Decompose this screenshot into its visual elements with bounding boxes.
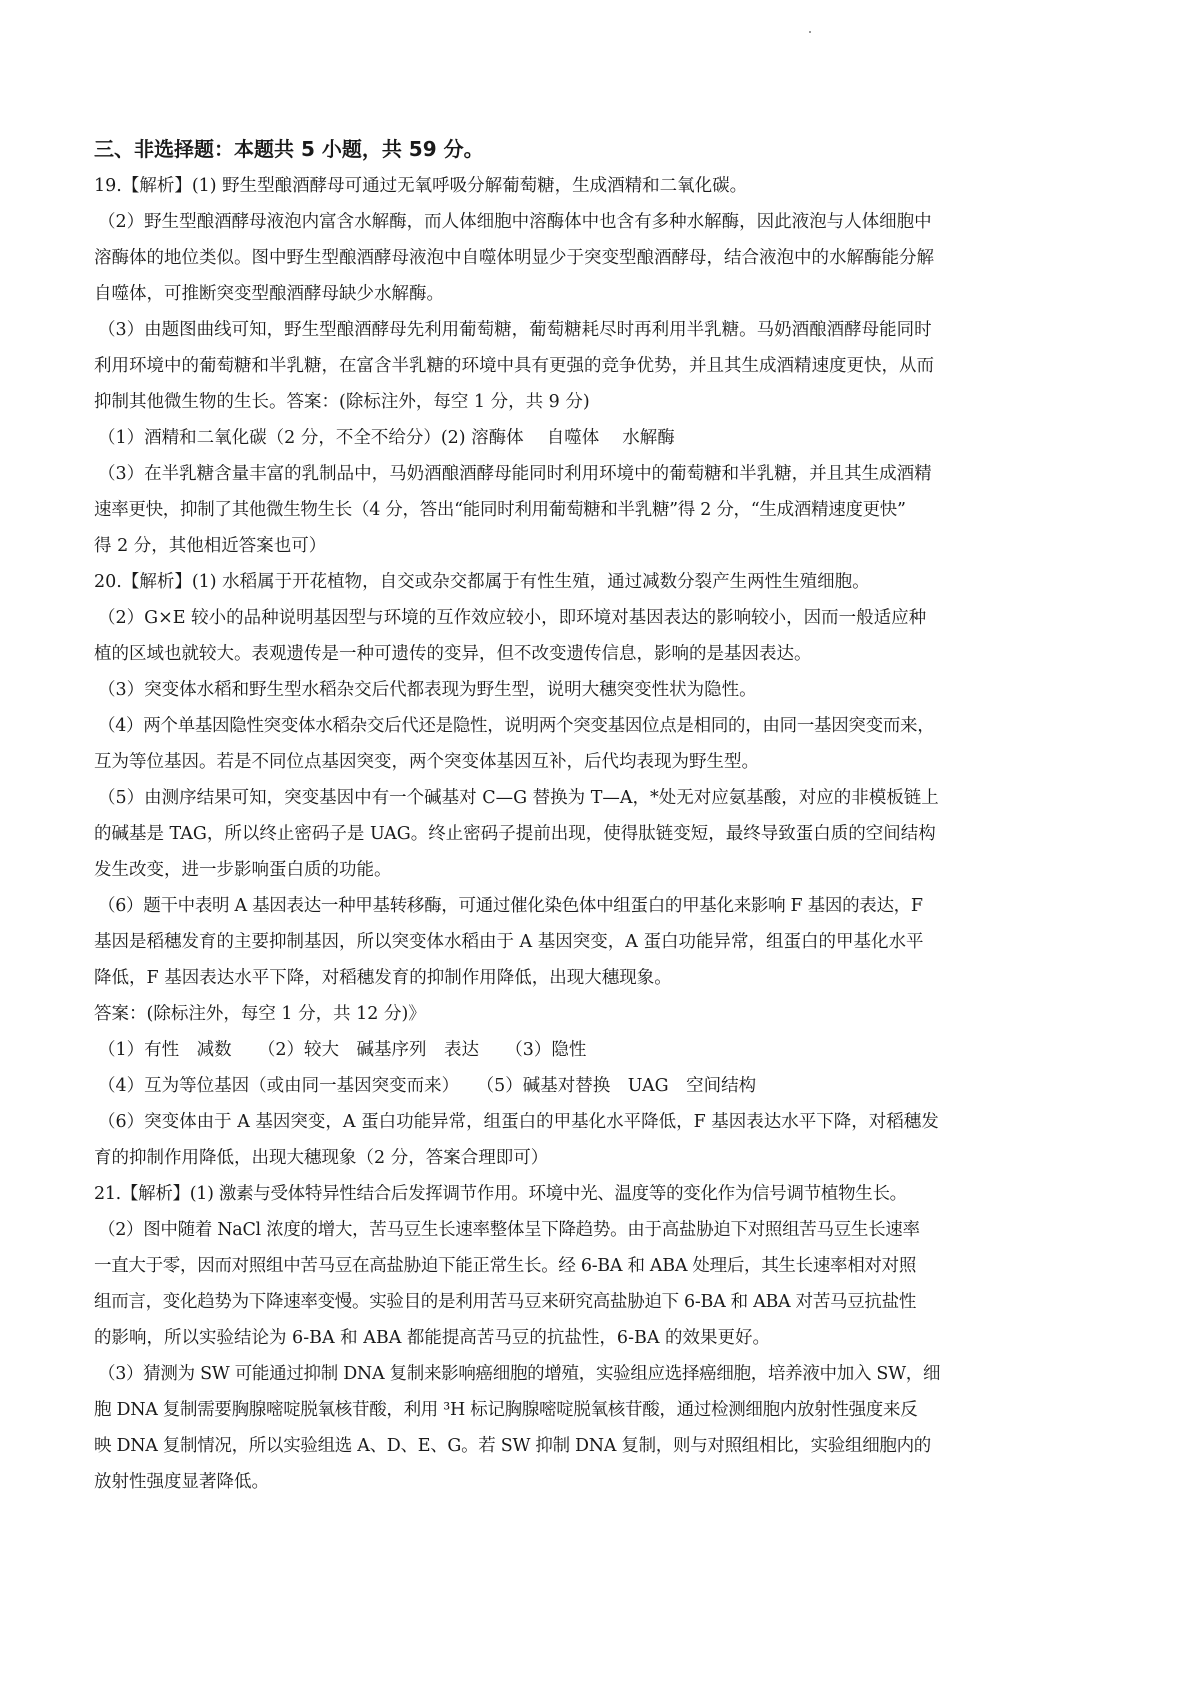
- text-line: （2）图中随着 NaCl 浓度的增大，苦马豆生长速率整体呈下降趋势。由于高盐胁迫下对照组苦马豆生长速率: [98, 1220, 920, 1240]
- text-line: 的影响，所以实验结论为 6-BA 和 ABA 都能提高苦马豆的抗盐性，6-BA 的效果更好。: [94, 1328, 771, 1348]
- text-line: 放射性强度显著降低。: [94, 1472, 269, 1492]
- text-line: 的碱基是 TAG，所以终止密码子是 UAG。终止密码子提前出现，使得肽链变短，最终导致蛋白质的空间结构: [94, 824, 936, 844]
- section-title: 三、非选择题：本题共 5 小题，共 59 分。: [94, 137, 484, 161]
- text-line: 植的区域也就较大。表观遗传是一种可遗传的变异，但不改变遗传信息，影响的是基因表达。: [94, 644, 812, 664]
- text-line: 21.【解析】(1) 激素与受体特异性结合后发挥调节作用。环境中光、温度等的变化作为信号调节植物生长。: [94, 1184, 907, 1204]
- text-line: （1）有性 减数 （2）较大 碱基序列 表达 （3）隐性: [98, 1040, 587, 1060]
- text-line: 育的抑制作用降低，出现大穗现象（2 分，答案合理即可）: [94, 1148, 549, 1168]
- text-line: （3）由题图曲线可知，野生型酿酒酵母先利用葡萄糖，葡萄糖耗尽时再利用半乳糖。马奶酒酿酒酵母能同时: [98, 320, 932, 340]
- text-line: （3）在半乳糖含量丰富的乳制品中，马奶酒酿酒酵母能同时利用环境中的葡萄糖和半乳糖，并且其生成酒精: [98, 464, 932, 484]
- text-line: 互为等位基因。若是不同位点基因突变，两个突变体基因互补，后代均表现为野生型。: [94, 752, 759, 772]
- text-line: （5）由测序结果可知，突变基因中有一个碱基对 C—G 替换为 T—A，*处无对应氨基酸，对应的非模板链上: [98, 788, 939, 808]
- text-line: （3）猜测为 SW 可能通过抑制 DNA 复制来影响癌细胞的增殖，实验组应选择癌细胞，培养液中加入 SW，细: [98, 1364, 941, 1384]
- text-line: 答案：(除标注外，每空 1 分，共 12 分)》: [94, 1004, 426, 1024]
- text-line: 映 DNA 复制情况，所以实验组选 A、D、E、G。若 SW 抑制 DNA 复制，则与对照组相比，实验组细胞内的: [94, 1436, 931, 1456]
- text-line: （4）两个单基因隐性突变体水稻杂交后代还是隐性，说明两个突变基因位点是相同的，由同一基因突变而来，: [98, 716, 935, 736]
- text-line: （2）野生型酿酒酵母液泡内富含水解酶，而人体细胞中溶酶体中也含有多种水解酶，因此液泡与人体细胞中: [98, 212, 932, 232]
- text-line: 得 2 分，其他相近答案也可）: [94, 536, 327, 556]
- text-line: 一直大于零，因而对照组中苦马豆在高盐胁迫下能正常生长。经 6-BA 和 ABA 处理后，其生长速率相对对照: [94, 1256, 917, 1276]
- text-line: （1）酒精和二氧化碳（2 分，不全不给分）(2) 溶酶体 自噬体 水解酶: [98, 428, 675, 448]
- text-line: 降低，F 基因表达水平下降，对稻穗发育的抑制作用降低，出现大穗现象。: [94, 968, 672, 988]
- scan-speck: [809, 31, 811, 33]
- text-line: 组而言，变化趋势为下降速率变慢。实验目的是利用苦马豆来研究高盐胁迫下 6-BA 和 ABA 对苦马豆抗盐性: [94, 1292, 917, 1312]
- text-line: （2）G×E 较小的品种说明基因型与环境的互作效应较小，即环境对基因表达的影响较小，因而一般适应种: [98, 608, 927, 628]
- text-line: 19.【解析】(1) 野生型酿酒酵母可通过无氧呼吸分解葡萄糖，生成酒精和二氧化碳。: [94, 176, 748, 196]
- answer-lines: [94, 168, 1124, 1500]
- text-line: 速率更快，抑制了其他微生物生长（4 分，答出“能同时利用葡萄糖和半乳糖”得 2 分，“生成酒精速度更快”: [94, 500, 906, 520]
- text-line: 溶酶体的地位类似。图中野生型酿酒酵母液泡中自噬体明显少于突变型酿酒酵母，结合液泡中的水解酶能分解: [94, 248, 934, 268]
- text-line: 基因是稻穗发育的主要抑制基因，所以突变体水稻由于 A 基因突变，A 蛋白功能异常，组蛋白的甲基化水平: [94, 932, 924, 952]
- answer-content: [94, 132, 1124, 1500]
- text-line: （6）题干中表明 A 基因表达一种甲基转移酶，可通过催化染色体中组蛋白的甲基化来影响 F 基因的表达，F: [98, 896, 923, 916]
- text-line: 抑制其他微生物的生长。答案：(除标注外，每空 1 分，共 9 分): [94, 392, 590, 412]
- text-line: 自噬体，可推断突变型酿酒酵母缺少水解酶。: [94, 284, 444, 304]
- text-line: 胞 DNA 复制需要胸腺嘧啶脱氧核苷酸，利用 ³H 标记胸腺嘧啶脱氧核苷酸，通过检测细胞内放射性强度来反: [94, 1400, 918, 1420]
- text-line: （6）突变体由于 A 基因突变，A 蛋白功能异常，组蛋白的甲基化水平降低，F 基因表达水平下降，对稻穗发: [98, 1112, 939, 1132]
- text-line: 利用环境中的葡萄糖和半乳糖，在富含半乳糖的环境中具有更强的竞争优势，并且其生成酒精速度更快，从而: [94, 356, 934, 376]
- text-line: 20.【解析】(1) 水稻属于开花植物，自交或杂交都属于有性生殖，通过减数分裂产生两性生殖细胞。: [94, 572, 870, 592]
- text-line: （4）互为等位基因（或由同一基因突变而来） （5）碱基对替换 UAG 空间结构: [98, 1076, 757, 1096]
- text-line: 发生改变，进一步影响蛋白质的功能。: [94, 860, 392, 880]
- text-line: （3）突变体水稻和野生型水稻杂交后代都表现为野生型，说明大穗突变性状为隐性。: [98, 680, 757, 700]
